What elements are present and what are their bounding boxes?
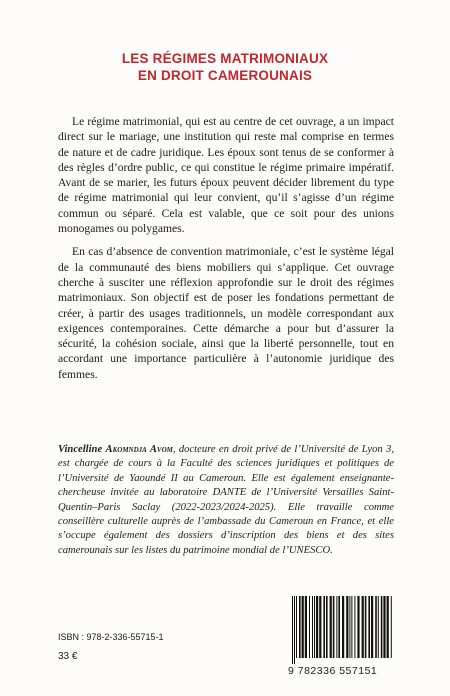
barcode-bar [323, 596, 325, 658]
barcode-bar [342, 596, 344, 658]
barcode-bar [336, 596, 337, 658]
barcode-bar [391, 596, 392, 658]
barcode-bar [305, 596, 307, 658]
barcode-bar [371, 596, 373, 658]
barcode-bar [296, 596, 297, 658]
barcode-bar [316, 596, 318, 658]
summary-paragraph-2: En cas d’absence de convention matrimoniale, c’est le système légal de la communauté des biens mobiliers qui s’applique. Cet ouvrage cherche à susciter une réflexion approfondie sur le droit des régimes matrimoniaux. Son objectif est de poser les fondations permettant de créer, à partir des usages traditionnels, un modèle correspondant aux exigences contemporaines. Cette démarche a pour but d’assurer la sécurité, la cohésion sociale, ainsi que la liberté personnelle, tout en accordant une importance particulière à l’autonomie juridique des femmes. [58, 245, 394, 381]
barcode-bar [383, 596, 385, 658]
barcode-bar [294, 596, 295, 664]
author-last-name: Akomndja Avom [105, 444, 173, 455]
barcode-bar [319, 596, 321, 658]
author-first-name: Vincelline [58, 444, 103, 455]
barcode-bar [368, 596, 370, 658]
title-line-2: EN DROIT CAMEROUNAIS [137, 68, 313, 83]
barcode-bars [288, 596, 400, 664]
summary-paragraph-1: Le régime matrimonial, qui est au centre de cet ouvrage, a un impact direct sur le mariage, une institution qui reste mal comprise en termes de nature et de cadre juridique. Les époux sont tenus de se conformer à des règles d’ordre public, ce qui constitue le régime primaire impératif. Avant de se marier, les futurs époux peuvent décider librement du type de régime matrimonial qui leur convient, qu’il s’agisse d’un régime commun ou séparé. Cela est valable, que ce soit pour des unions monogames ou polygames. [58, 115, 394, 236]
barcode-bar [378, 596, 379, 658]
barcode-bar [326, 596, 328, 658]
barcode-bar [314, 596, 315, 658]
title-line-1: LES RÉGIMES MATRIMONIAUX [121, 51, 329, 66]
barcode-bar [330, 596, 332, 658]
barcode-bar [302, 596, 304, 658]
barcode-bar [333, 596, 335, 658]
barcode-bar [349, 596, 350, 658]
price-text: 33 € [58, 651, 78, 662]
barcode-bar [362, 596, 364, 658]
barcode-bar [365, 596, 367, 658]
barcode-bar [338, 596, 340, 658]
author-bio [58, 443, 394, 558]
isbn-text: ISBN : 978-2-336-55715-1 [58, 632, 164, 642]
summary-text [58, 114, 394, 390]
barcode-bar [357, 596, 359, 658]
barcode-bar [354, 596, 355, 658]
barcode-bar [375, 596, 377, 658]
barcode-bar [312, 596, 313, 658]
barcode-bar [346, 596, 348, 658]
barcode-bar [292, 596, 293, 664]
barcode [288, 596, 400, 680]
author-bio-text: , docteure en droit privé de l’Université de Lyon 3, est chargée de cours à la Faculté des sciences juridiques et politiques de l’Université de Yaoundé II au Cameroun. Elle est également enseignante-chercheuse invitée au laboratoire DANTE de l’Université Versailles Saint-Quentin–Paris Saclay (2022-2023/2024-2025). Elle travaille comme conseillère culturelle auprès de l’ambassade du Cameroun en France, et elle s’occupe également des dossiers d’inscription des biens et des sites camerounais sur les listes du patrimoine mondial de l’UNESCO. [58, 444, 394, 556]
barcode-bar [309, 596, 310, 658]
back-cover-title [0, 50, 450, 84]
barcode-bar [387, 596, 389, 658]
barcode-bar [299, 596, 301, 658]
barcode-bar [351, 596, 352, 658]
barcode-digits: 9 782336 557151 [288, 665, 378, 677]
barcode-bar [381, 596, 383, 658]
